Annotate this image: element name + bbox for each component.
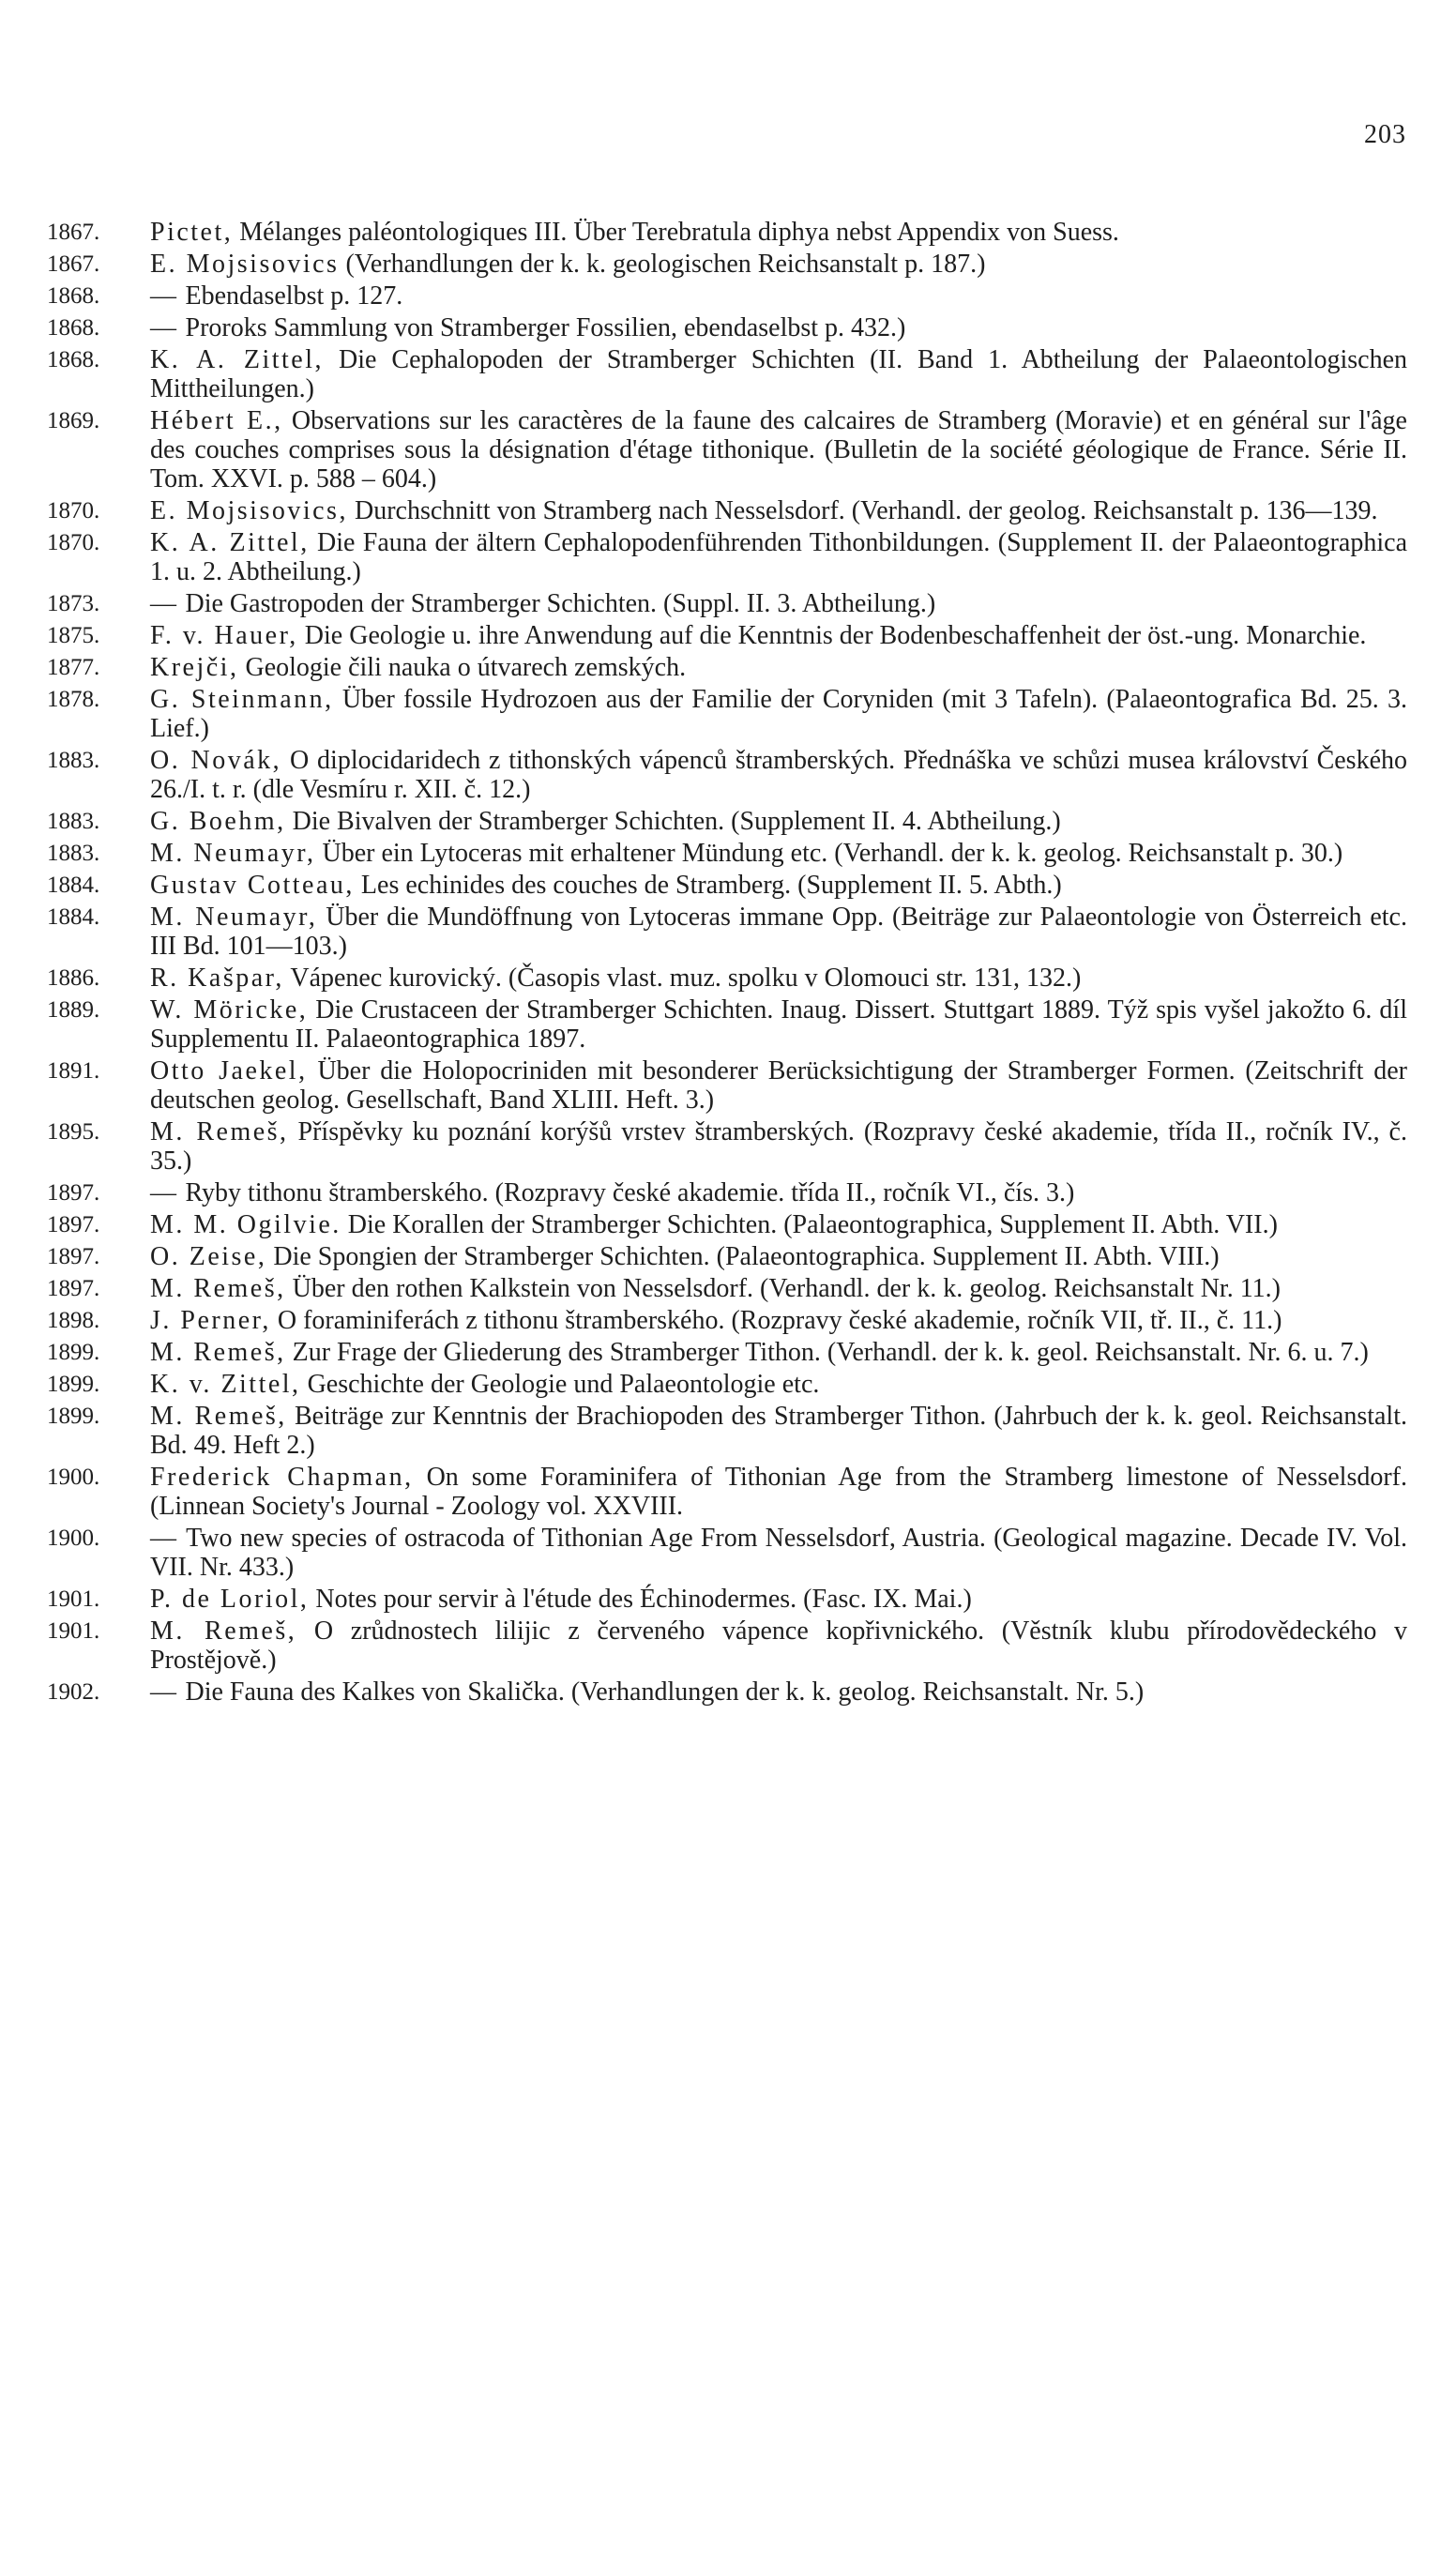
entry-author: K. v. Zittel, <box>150 1370 301 1399</box>
entry-year: 1873. <box>47 591 100 616</box>
entry-citation: Über ein Lytoceras mit erhaltener Mündung etc. (Verhandl. der k. k. geolog. Reichsanstalt p. 30.) <box>315 839 1343 868</box>
entry-author: — <box>150 313 179 342</box>
entry-text <box>150 995 1407 1054</box>
bibliography-entry <box>47 1178 1407 1207</box>
entry-year: 1868. <box>47 315 100 341</box>
bibliography-entry <box>47 746 1407 804</box>
bibliography-entry <box>47 621 1407 650</box>
entry-text <box>150 1463 1407 1521</box>
entry-year: 1898. <box>47 1308 100 1333</box>
entry-year: 1870. <box>47 498 100 524</box>
entry-year: 1895. <box>47 1119 100 1145</box>
entry-author: E. Mojsisovics, <box>150 496 348 525</box>
entry-citation: Ryby tithonu štramberského. (Rozpravy české akademie. třída II., ročník VI., čís. 3.) <box>178 1178 1075 1207</box>
entry-citation: Ebendaselbst p. 127. <box>178 281 403 311</box>
entry-text <box>150 1616 1407 1675</box>
entry-year: 1897. <box>47 1180 100 1206</box>
entry-text <box>150 1056 1407 1115</box>
entry-text <box>150 250 1407 279</box>
bibliography-entry <box>47 250 1407 279</box>
entry-citation: Observations sur les caractères de la faune des calcaires de Stramberg (Moravie) et en général sur l'âge des couches comprises sous la désignation d'étage tithonique. (Bulletin de la société géologique de France. Série II. Tom. XXVI. p. 588 – 604.) <box>150 406 1407 493</box>
entry-citation: (Verhandlungen der k. k. geologischen Reichsanstalt p. 187.) <box>339 250 986 279</box>
entry-text <box>150 1677 1407 1707</box>
bibliography-entry <box>47 1677 1407 1707</box>
entry-author: Gustav Cotteau, <box>150 871 355 900</box>
bibliography-entry <box>47 807 1407 836</box>
entry-year: 1901. <box>47 1618 100 1644</box>
entry-year: 1889. <box>47 997 100 1023</box>
entry-author: Frederick Chapman, <box>150 1463 414 1492</box>
entry-author: G. Steinmann, <box>150 685 334 714</box>
entry-citation: Zur Frage der Gliederung des Stramberger Tithon. (Verhandl. der k. k. geol. Reichsanstalt. Nr. 6. u. 7.) <box>285 1338 1369 1367</box>
entry-author: M. Neumayr, <box>150 903 318 932</box>
entry-text <box>150 589 1407 618</box>
bibliography-entry <box>47 1306 1407 1335</box>
bibliography-entry <box>47 1585 1407 1614</box>
entry-text <box>150 1402 1407 1460</box>
entry-text <box>150 685 1407 743</box>
entry-author: — <box>150 589 179 618</box>
entry-citation: Les echinides des couches de Stramberg. (Supplement II. 5. Abth.) <box>354 871 1062 900</box>
entry-text <box>150 1585 1407 1614</box>
entry-year: 1868. <box>47 347 100 372</box>
entry-citation: Die Bivalven der Stramberger Schichten. (Supplement II. 4. Abtheilung.) <box>285 807 1061 836</box>
entry-text <box>150 528 1407 586</box>
entry-text <box>150 1117 1407 1176</box>
entry-text <box>150 653 1407 682</box>
entry-text <box>150 1338 1407 1367</box>
entry-citation: Geschichte der Geologie und Palaeontologie etc. <box>300 1370 820 1399</box>
entry-year: 1886. <box>47 965 100 991</box>
entry-year: 1867. <box>47 220 100 245</box>
entry-text <box>150 807 1407 836</box>
entry-year: 1875. <box>47 623 100 648</box>
entry-citation: Beiträge zur Kenntnis der Brachiopoden des Stramberger Tithon. (Jahrbuch der k. k. geol. Reichsanstalt. Bd. 49. Heft 2.) <box>150 1402 1407 1460</box>
entry-text <box>150 871 1407 900</box>
entry-year: 1868. <box>47 283 100 309</box>
bibliography-list <box>47 218 1407 1709</box>
entry-citation: Die Geologie u. ihre Anwendung auf die Kenntnis der Bodenbeschaffenheit der öst.-ung. Monarchie. <box>297 621 1367 650</box>
bibliography-entry <box>47 528 1407 586</box>
bibliography-entry <box>47 995 1407 1054</box>
entry-year: 1897. <box>47 1244 100 1269</box>
entry-author: K. A. Zittel, <box>150 345 325 374</box>
entry-text <box>150 218 1407 247</box>
entry-year: 1884. <box>47 904 100 930</box>
bibliography-entry <box>47 345 1407 403</box>
entry-author: O. Zeise, <box>150 1242 267 1271</box>
bibliography-entry <box>47 496 1407 525</box>
entry-citation: Mélanges paléontologiques III. Über Terebratula diphya nebst Appendix von Suess. <box>233 218 1119 247</box>
entry-text <box>150 406 1407 493</box>
entry-text <box>150 1210 1407 1239</box>
entry-text <box>150 839 1407 868</box>
entry-citation: Die Spongien der Stramberger Schichten. (Palaeontographica. Supplement II. Abth. VIII.) <box>266 1242 1220 1271</box>
entry-text <box>150 621 1407 650</box>
entry-citation: Die Crustaceen der Stramberger Schichten. Inaug. Dissert. Stuttgart 1889. Týž spis vyšel jakožto 6. díl Supplementu II. Palaeontographica 1897. <box>150 995 1407 1054</box>
entry-year: 1902. <box>47 1679 100 1705</box>
entry-author: — <box>150 1677 179 1707</box>
bibliography-entry <box>47 1616 1407 1675</box>
bibliography-entry <box>47 1056 1407 1115</box>
entry-citation: Die Korallen der Stramberger Schichten. (Palaeontographica, Supplement II. Abth. VII.) <box>341 1210 1278 1239</box>
entry-text <box>150 1178 1407 1207</box>
entry-author: — <box>150 1524 179 1553</box>
entry-text <box>150 313 1407 342</box>
entry-year: 1867. <box>47 251 100 277</box>
entry-author: M. Remeš, <box>150 1338 286 1367</box>
bibliography-entry <box>47 653 1407 682</box>
bibliography-entry <box>47 313 1407 342</box>
entry-citation: Die Cephalopoden der Stramberger Schichten (II. Band 1. Abtheilung der Palaeontologischen Mittheilungen.) <box>150 345 1407 403</box>
entry-author: Otto Jaekel, <box>150 1056 308 1085</box>
entry-citation: Über fossile Hydrozoen aus der Familie der Coryniden (mit 3 Tafeln). (Palaeontografica Bd. 25. 3. Lief.) <box>150 685 1407 743</box>
entry-author: M. Remeš, <box>150 1274 286 1303</box>
bibliography-entry <box>47 903 1407 961</box>
entry-citation: O zrůdnostech lilijic z červeného vápence kopřivnického. (Věstník klubu přírodovědeckého v Prostějově.) <box>150 1616 1407 1675</box>
entry-citation: Two new species of ostracoda of Tithonian Age From Nesselsdorf, Austria. (Geological magazine. Decade IV. Vol. VII. Nr. 433.) <box>150 1524 1407 1582</box>
entry-year: 1900. <box>47 1465 100 1490</box>
entry-citation: Die Fauna der ältern Cephalopodenführenden Tithonbildungen. (Supplement II. der Palaeontographica 1. u. 2. Abtheilung.) <box>150 528 1407 586</box>
entry-year: 1878. <box>47 687 100 712</box>
entry-author: P. de Loriol, <box>150 1585 310 1614</box>
entry-year: 1891. <box>47 1058 100 1084</box>
entry-text <box>150 1274 1407 1303</box>
entry-citation: Über die Mundöffnung von Lytoceras immane Opp. (Beiträge zur Palaeontologie von Österreich etc. III Bd. 101—103.) <box>150 903 1407 961</box>
bibliography-entry <box>47 871 1407 900</box>
entry-citation: Über den rothen Kalkstein von Nesselsdorf. (Verhandl. der k. k. geolog. Reichsanstalt Nr. 11.) <box>285 1274 1281 1303</box>
entry-year: 1883. <box>47 841 100 866</box>
entry-author: J. Perner, <box>150 1306 271 1335</box>
entry-text <box>150 964 1407 993</box>
entry-year: 1884. <box>47 873 100 898</box>
entry-citation: O diplocidaridech z tithonských vápenců štramberských. Přednáška ve schůzi musea království Českého 26./I. t. r. (dle Vesmíru r. XII. č. 12.) <box>150 746 1407 804</box>
entry-citation: Geologie čili nauka o útvarech zemských. <box>238 653 687 682</box>
entry-author: K. A. Zittel, <box>150 528 310 557</box>
entry-year: 1883. <box>47 748 100 773</box>
bibliography-entry <box>47 685 1407 743</box>
entry-author: M. Remeš, <box>150 1117 289 1146</box>
bibliography-entry <box>47 1463 1407 1521</box>
entry-author: M. Remeš, <box>150 1402 287 1431</box>
entry-text <box>150 1306 1407 1335</box>
entry-citation: O foraminiferách z tithonu štramberského. (Rozpravy české akademie, ročník VII, tř. II., č. 11.) <box>270 1306 1282 1335</box>
entry-text <box>150 1524 1407 1582</box>
entry-citation: Příspěvky ku poznání korýšů vrstev štramberských. (Rozpravy české akademie, třída II., ročník IV., č. 35.) <box>150 1117 1407 1176</box>
entry-citation: On some Foraminifera of Tithonian Age from the Stramberg limestone of Nesselsdorf. (Linnean Society's Journal - Zoology vol. XXVIII. <box>150 1463 1407 1521</box>
entry-author: M. Neumayr, <box>150 839 316 868</box>
page-number: 203 <box>1364 120 1406 149</box>
entry-author: — <box>150 1178 179 1207</box>
entry-citation: Über die Holopocriniden mit besonderer Berücksichtigung der Stramberger Formen. (Zeitschrift der deutschen geolog. Gesellschaft, Band XLIII. Heft. 3.) <box>150 1056 1407 1115</box>
entry-year: 1899. <box>47 1404 100 1429</box>
entry-author: R. Kašpar, <box>150 964 284 993</box>
entry-author: Krejči, <box>150 653 239 682</box>
bibliography-entry <box>47 1524 1407 1582</box>
bibliography-entry <box>47 1117 1407 1176</box>
entry-author: Pictet, <box>150 218 234 247</box>
entry-year: 1901. <box>47 1586 100 1612</box>
entry-text <box>150 1370 1407 1399</box>
entry-year: 1900. <box>47 1525 100 1551</box>
bibliography-entry <box>47 218 1407 247</box>
entry-author: M. Remeš, <box>150 1616 297 1646</box>
entry-citation: Die Gastropoden der Stramberger Schichten. (Suppl. II. 3. Abtheilung.) <box>178 589 936 618</box>
bibliography-entry <box>47 1402 1407 1460</box>
entry-text <box>150 281 1407 311</box>
bibliography-entry <box>47 1210 1407 1239</box>
entry-text <box>150 496 1407 525</box>
entry-author: E. Mojsisovics <box>150 250 340 279</box>
entry-author: F. v. Hauer, <box>150 621 298 650</box>
entry-year: 1869. <box>47 408 100 433</box>
entry-citation: Die Fauna des Kalkes von Skalička. (Verhandlungen der k. k. geolog. Reichsanstalt. Nr. 5.) <box>178 1677 1145 1707</box>
bibliography-entry <box>47 1242 1407 1271</box>
bibliography-entry <box>47 1274 1407 1303</box>
bibliography-entry <box>47 406 1407 493</box>
entry-text <box>150 1242 1407 1271</box>
entry-citation: Vápenec kurovický. (Časopis vlast. muz. spolku v Olomouci str. 131, 132.) <box>283 964 1082 993</box>
entry-citation: Durchschnitt von Stramberg nach Nesselsdorf. (Verhandl. der geolog. Reichsanstalt p. 136—139. <box>347 496 1378 525</box>
bibliography-entry <box>47 281 1407 311</box>
bibliography-entry <box>47 589 1407 618</box>
entry-author: W. Möricke, <box>150 995 309 1024</box>
entry-year: 1899. <box>47 1372 100 1397</box>
bibliography-entry <box>47 839 1407 868</box>
entry-text <box>150 903 1407 961</box>
entry-year: 1899. <box>47 1340 100 1365</box>
bibliography-entry <box>47 964 1407 993</box>
entry-year: 1897. <box>47 1276 100 1301</box>
entry-year: 1870. <box>47 530 100 555</box>
entry-author: — <box>150 281 179 311</box>
entry-year: 1877. <box>47 655 100 680</box>
entry-author: M. M. Ogilvie. <box>150 1210 341 1239</box>
entry-year: 1897. <box>47 1212 100 1237</box>
entry-text <box>150 345 1407 403</box>
entry-author: Hébert E., <box>150 406 283 435</box>
entry-citation: Notes pour servir à l'étude des Échinodermes. (Fasc. IX. Mai.) <box>309 1585 972 1614</box>
entry-author: G. Boehm, <box>150 807 286 836</box>
entry-citation: Proroks Sammlung von Stramberger Fossilien, ebendaselbst p. 432.) <box>178 313 906 342</box>
entry-year: 1883. <box>47 809 100 834</box>
bibliography-entry <box>47 1370 1407 1399</box>
entry-text <box>150 746 1407 804</box>
bibliography-entry <box>47 1338 1407 1367</box>
entry-author: O. Novák, <box>150 746 282 775</box>
